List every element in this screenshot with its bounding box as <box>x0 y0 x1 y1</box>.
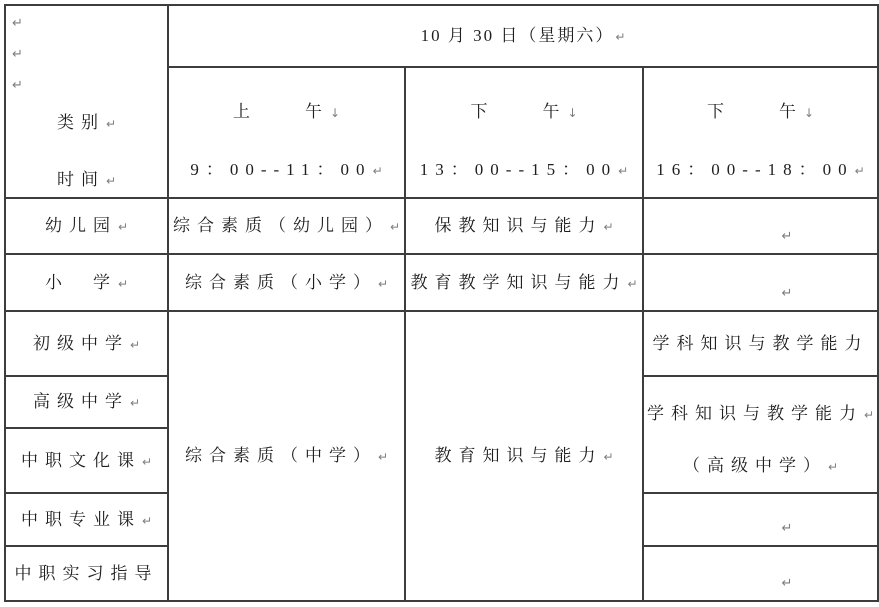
subject-junior-afternoon2-cell <box>643 311 878 376</box>
subject-text: 综合素质（小学） <box>184 272 377 292</box>
category-text: 高级中学 <box>32 392 129 412</box>
category-text: 中职实习指导 <box>14 563 159 583</box>
category-text: 初级中学 <box>32 333 129 353</box>
pilcrow-icon: ↵ <box>827 459 839 474</box>
pilcrow-icon: ↵ <box>377 276 389 291</box>
subject-text: 教育知识与能力 <box>434 446 603 466</box>
session-period-text: 上 午 <box>232 101 329 121</box>
session-time-text: 13：00--15：00 <box>419 160 618 179</box>
subject-text-line2 <box>683 455 838 476</box>
corner-labels <box>6 94 167 198</box>
pilcrow-icon: ↵ <box>129 396 141 411</box>
category-vocational-culture-cell <box>5 428 168 493</box>
session-afternoon1-cell <box>405 67 643 198</box>
session-period-text: 下 午 <box>470 101 567 121</box>
empty-cell <box>643 198 878 254</box>
category-primary-cell <box>5 254 168 311</box>
session-period-text: 下 午 <box>706 101 803 121</box>
pilcrow-icon: ↵ <box>781 520 793 536</box>
date-header-text: 10 月 30 日（星期六） <box>420 26 615 46</box>
session-morning-cell <box>168 67 405 198</box>
subject-text: 综合素质（幼儿园） <box>172 216 389 236</box>
empty-cell <box>643 493 878 546</box>
table-row <box>5 5 878 67</box>
subject-text: 学科知识与教学能力 <box>652 333 869 353</box>
pilcrow-icon: ↵ <box>141 454 153 469</box>
linebreak-icon: ↓ <box>329 105 341 120</box>
category-junior-cell <box>5 311 168 376</box>
subject-text: 学科知识与教学能力 <box>646 404 863 424</box>
pilcrow-icon: ↵ <box>863 408 875 423</box>
category-kindergarten-cell <box>5 198 168 254</box>
subject-senior-afternoon2-cell <box>643 376 878 493</box>
table-row <box>5 254 878 311</box>
corner-label-category <box>6 94 167 151</box>
corner-label-category-text: 类别 <box>56 113 105 132</box>
category-text: 中职文化课 <box>20 450 141 470</box>
pilcrow-icon: ↵ <box>854 164 865 178</box>
category-vocational-internship-cell <box>5 546 168 601</box>
subject-primary-morning-cell <box>168 254 405 311</box>
category-text: 幼儿园 <box>44 216 117 236</box>
subject-text-line1 <box>647 403 874 424</box>
pilcrow-icon: ↵ <box>603 450 614 465</box>
subject-secondary-morning-cell <box>168 311 405 601</box>
corner-label-time-text: 时间 <box>56 170 105 189</box>
session-afternoon2-cell <box>643 67 878 198</box>
pilcrow-icon: ↵ <box>129 337 141 352</box>
subject-kindergarten-morning-cell <box>168 198 405 254</box>
pilcrow-icon: ↵ <box>627 276 638 291</box>
session-time <box>190 159 382 180</box>
session-period <box>470 101 577 122</box>
subject-secondary-afternoon1-cell <box>405 311 643 601</box>
linebreak-icon: ↓ <box>567 105 578 120</box>
pilcrow-icon: ↵ <box>389 220 401 235</box>
pilcrow-icon: ↵ <box>105 174 117 188</box>
subject-kindergarten-afternoon1-cell <box>405 198 643 254</box>
pilcrow-icon: ↵ <box>105 117 117 131</box>
session-period <box>233 101 340 122</box>
category-senior-cell <box>5 376 168 428</box>
linebreak-icon: ↓ <box>803 105 815 120</box>
pilcrow-icon: ↵ <box>603 220 614 235</box>
session-period <box>707 101 814 122</box>
subject-text: （高级中学） <box>682 455 827 475</box>
empty-cell <box>643 254 878 311</box>
subject-text: 综合素质（中学） <box>184 446 377 466</box>
table-row <box>5 198 878 254</box>
session-time-text: 16：00--18：00 <box>656 160 854 179</box>
subject-text: 保教知识与能力 <box>434 216 603 236</box>
session-time <box>656 159 864 180</box>
subject-text: 教育教学知识与能力 <box>410 272 627 292</box>
pilcrow-icon: ↵ <box>117 276 129 291</box>
pilcrow-icon: ↵ <box>141 513 153 528</box>
pilcrow-icon: ↵ <box>781 575 793 591</box>
pilcrow-icon: ↵ <box>781 228 793 244</box>
session-time <box>420 159 628 180</box>
pilcrow-icon: ↵ <box>12 47 23 62</box>
category-vocational-specialty-cell <box>5 493 168 546</box>
empty-cell <box>643 546 878 601</box>
corner-category-time-cell <box>5 5 168 198</box>
pilcrow-icon: ↵ <box>12 16 23 31</box>
category-text: 中职专业课 <box>20 509 141 529</box>
pilcrow-icon: ↵ <box>117 220 129 235</box>
corner-label-time <box>6 151 167 198</box>
pilcrow-icon: ↵ <box>781 285 793 301</box>
exam-schedule-table <box>4 4 879 602</box>
subject-primary-afternoon1-cell <box>405 254 643 311</box>
pilcrow-icon: ↵ <box>12 78 23 93</box>
category-text: 小 学 <box>44 272 117 292</box>
table-row <box>5 311 878 376</box>
pilcrow-icon: ↵ <box>618 164 629 178</box>
date-header-cell <box>168 5 878 67</box>
pilcrow-icon: ↵ <box>377 450 389 465</box>
pilcrow-icon: ↵ <box>372 164 383 178</box>
pilcrow-icon: ↵ <box>615 30 626 45</box>
session-time-text: 9：00--11：00 <box>190 160 372 179</box>
